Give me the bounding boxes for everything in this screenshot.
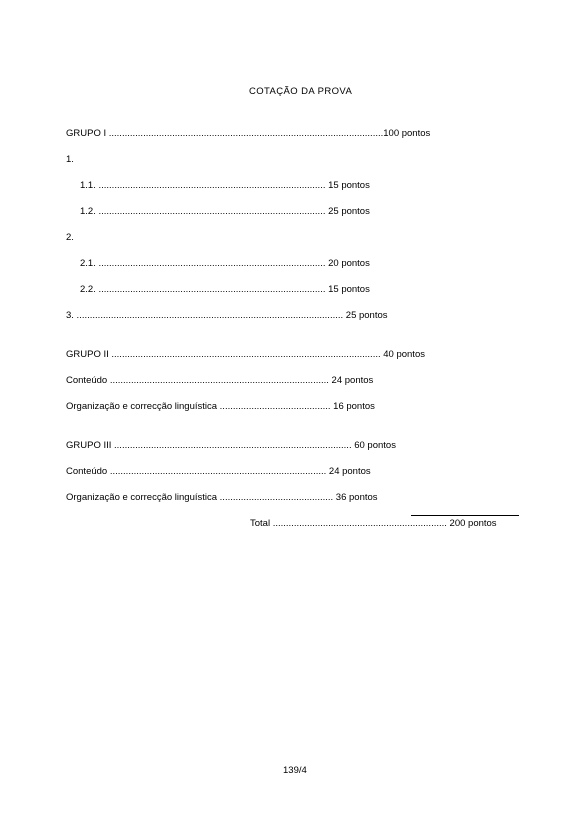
question-1: 1. bbox=[66, 154, 74, 165]
question-2-1-line: 2.1. ...................................................................................... 20 pontos bbox=[80, 258, 370, 269]
page-number: 139/4 bbox=[283, 765, 307, 776]
grupo-3-line: GRUPO III .......................................................................................... 60 pontos bbox=[66, 440, 396, 451]
question-2-2-line: 2.2. ...................................................................................... 15 pontos bbox=[80, 284, 370, 295]
question-1-1-line: 1.1. ...................................................................................... 15 pontos bbox=[80, 180, 370, 191]
total-line: Total .................................................................. 200 pontos bbox=[250, 518, 497, 529]
grupo-2-conteudo-line: Conteúdo ................................................................................... 24 pontos bbox=[66, 375, 374, 386]
page-title: COTAÇÃO DA PROVA bbox=[249, 86, 353, 97]
grupo-3-conteudo-line: Conteúdo .................................................................................. 24 pontos bbox=[66, 466, 371, 477]
grupo-2-organizacao-line: Organização e correcção linguística .......................................... 16 pontos bbox=[66, 401, 375, 412]
grupo-1-line: GRUPO I ........................................................................................................100 pontos bbox=[66, 128, 431, 139]
grupo-2-line: GRUPO II ...................................................................................................... 40 pontos bbox=[66, 349, 425, 360]
total-divider bbox=[411, 515, 519, 516]
question-1-2-line: 1.2. ...................................................................................... 25 pontos bbox=[80, 206, 370, 217]
question-3-line: 3. ..................................................................................................... 25 pontos bbox=[66, 310, 388, 321]
question-2: 2. bbox=[66, 232, 74, 243]
grupo-3-organizacao-line: Organização e correcção linguística ........................................... 36 pontos bbox=[66, 492, 378, 503]
